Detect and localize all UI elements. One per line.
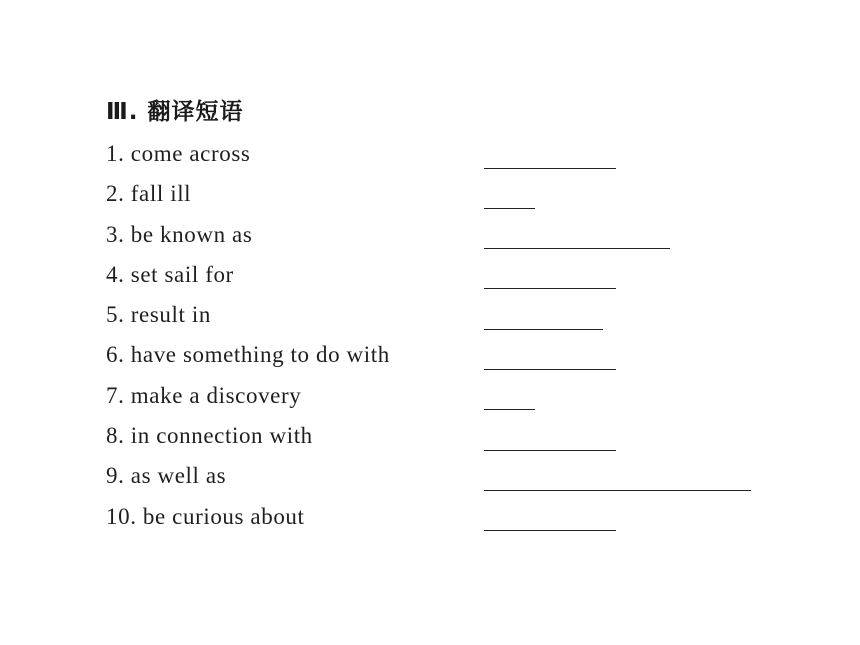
answer-blank-3[interactable] <box>484 248 670 249</box>
answer-blank-5[interactable] <box>484 329 603 330</box>
answer-blank-1[interactable] <box>484 168 616 169</box>
phrase-item-9: 9. as well as <box>106 463 227 488</box>
answer-blank-8[interactable] <box>484 450 616 451</box>
section-title: Ⅲ. 翻译短语 <box>106 99 244 125</box>
answer-blank-9[interactable] <box>484 490 751 491</box>
answer-blank-7[interactable] <box>484 409 535 410</box>
answer-blank-10[interactable] <box>484 530 616 531</box>
phrase-item-2: 2. fall ill <box>106 181 192 206</box>
phrase-item-6: 6. have something to do with <box>106 342 390 367</box>
phrase-item-8: 8. in connection with <box>106 423 313 448</box>
phrase-item-3: 3. be known as <box>106 222 253 247</box>
answer-blank-2[interactable] <box>484 208 535 209</box>
phrase-item-7: 7. make a discovery <box>106 383 302 408</box>
phrase-item-10: 10. be curious about <box>106 504 305 529</box>
phrase-item-5: 5. result in <box>106 302 211 327</box>
phrase-item-4: 4. set sail for <box>106 262 234 287</box>
answer-blank-6[interactable] <box>484 369 616 370</box>
answer-blank-4[interactable] <box>484 288 616 289</box>
phrase-item-1: 1. come across <box>106 141 251 166</box>
